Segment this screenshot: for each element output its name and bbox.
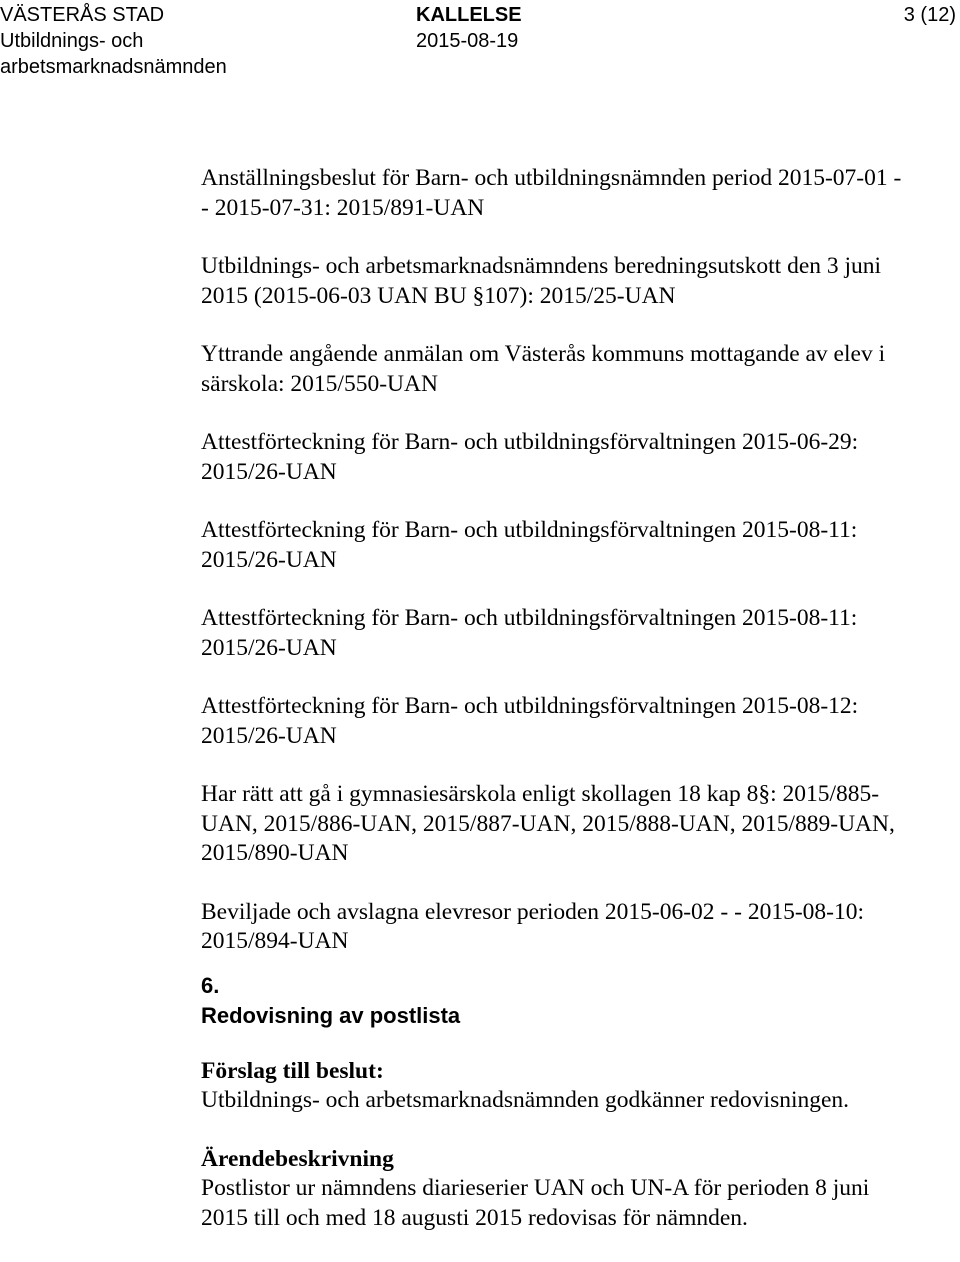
description-text-line: Postlistor ur nämndens diarieserier UAN och UN-A för perioden 8 juni — [201, 1175, 870, 1201]
description-text-line: 2015 till och med 18 augusti 2015 redovisas för nämnden. — [201, 1204, 748, 1231]
list-item-line: UAN, 2015/886-UAN, 2015/887-UAN, 2015/888-UAN, 2015/889-UAN, — [201, 810, 895, 837]
section-number: 6. — [201, 972, 220, 998]
list-item — [201, 898, 960, 957]
list-item — [201, 428, 960, 487]
org-name: VÄSTERÅS STAD — [0, 4, 165, 26]
list-item-line: Attestförteckning för Barn- och utbildningsförvaltningen 2015-08-11: — [201, 517, 858, 543]
list-item-line: 2015/890-UAN — [201, 840, 349, 866]
proposal-heading: Förslag till beslut: — [201, 1057, 384, 1084]
document-type-block — [416, 2, 522, 54]
spacer — [201, 1031, 960, 1057]
list-item — [201, 780, 960, 869]
page-number: 3 (12) — [903, 4, 956, 26]
committee-name-line2: arbetsmarknadsnämnden — [0, 56, 227, 78]
list-item-line: Attestförteckning för Barn- och utbildningsförvaltningen 2015-08-11: — [201, 605, 858, 631]
list-item — [201, 340, 960, 399]
committee-name-line1: Utbildnings- och — [0, 30, 144, 52]
list-item-line: Utbildnings- och arbetsmarknadsnämndens beredningsutskott den 3 juni — [201, 253, 882, 279]
proposal-text: Utbildnings- och arbetsmarknadsnämnden godkänner redovisningen. — [201, 1087, 850, 1113]
document-body — [201, 164, 960, 1262]
list-item-line: Attestförteckning för Barn- och utbildningsförvaltningen 2015-08-12: — [201, 693, 859, 719]
list-item — [201, 692, 960, 751]
list-item-line: 2015/26-UAN — [201, 458, 337, 485]
list-item-line: 2015/26-UAN — [201, 634, 337, 661]
list-item-line: Attestförteckning för Barn- och utbildningsförvaltningen 2015-06-29: — [201, 429, 859, 455]
list-item-line: Yttrande angående anmälan om Västerås kommuns mottagande av elev i — [201, 341, 886, 367]
list-item — [201, 164, 960, 223]
description-block — [201, 1145, 960, 1234]
list-item-line: särskola: 2015/550-UAN — [201, 370, 438, 397]
list-item-line: Beviljade och avslagna elevresor perioden 2015-06-02 - - 2015-08-10: — [201, 898, 865, 925]
document-type: KALLELSE — [416, 4, 522, 26]
description-heading: Ärendebeskrivning — [201, 1145, 394, 1172]
list-item-line: 2015/894-UAN — [201, 928, 349, 954]
page-header — [0, 0, 960, 80]
list-item — [201, 252, 960, 311]
list-item-line: 2015 (2015-06-03 UAN BU §107): 2015/25-UAN — [201, 282, 676, 309]
list-item-line: - 2015-07-31: 2015/891-UAN — [201, 194, 485, 221]
list-item-line: 2015/26-UAN — [201, 546, 337, 573]
list-item — [201, 604, 960, 663]
proposal-block — [201, 1057, 960, 1116]
document-date: 2015-08-19 — [416, 30, 519, 52]
organization-block — [0, 2, 227, 80]
list-item-line: 2015/26-UAN — [201, 722, 337, 749]
list-item-line: Anställningsbeslut för Barn- och utbildningsnämnden period 2015-07-01 - — [201, 165, 902, 191]
section-title: Redovisning av postlista — [201, 1002, 461, 1028]
list-item-line: Har rätt att gå i gymnasiesärskola enligt skollagen 18 kap 8§: 2015/885- — [201, 781, 880, 807]
list-item — [201, 516, 960, 575]
